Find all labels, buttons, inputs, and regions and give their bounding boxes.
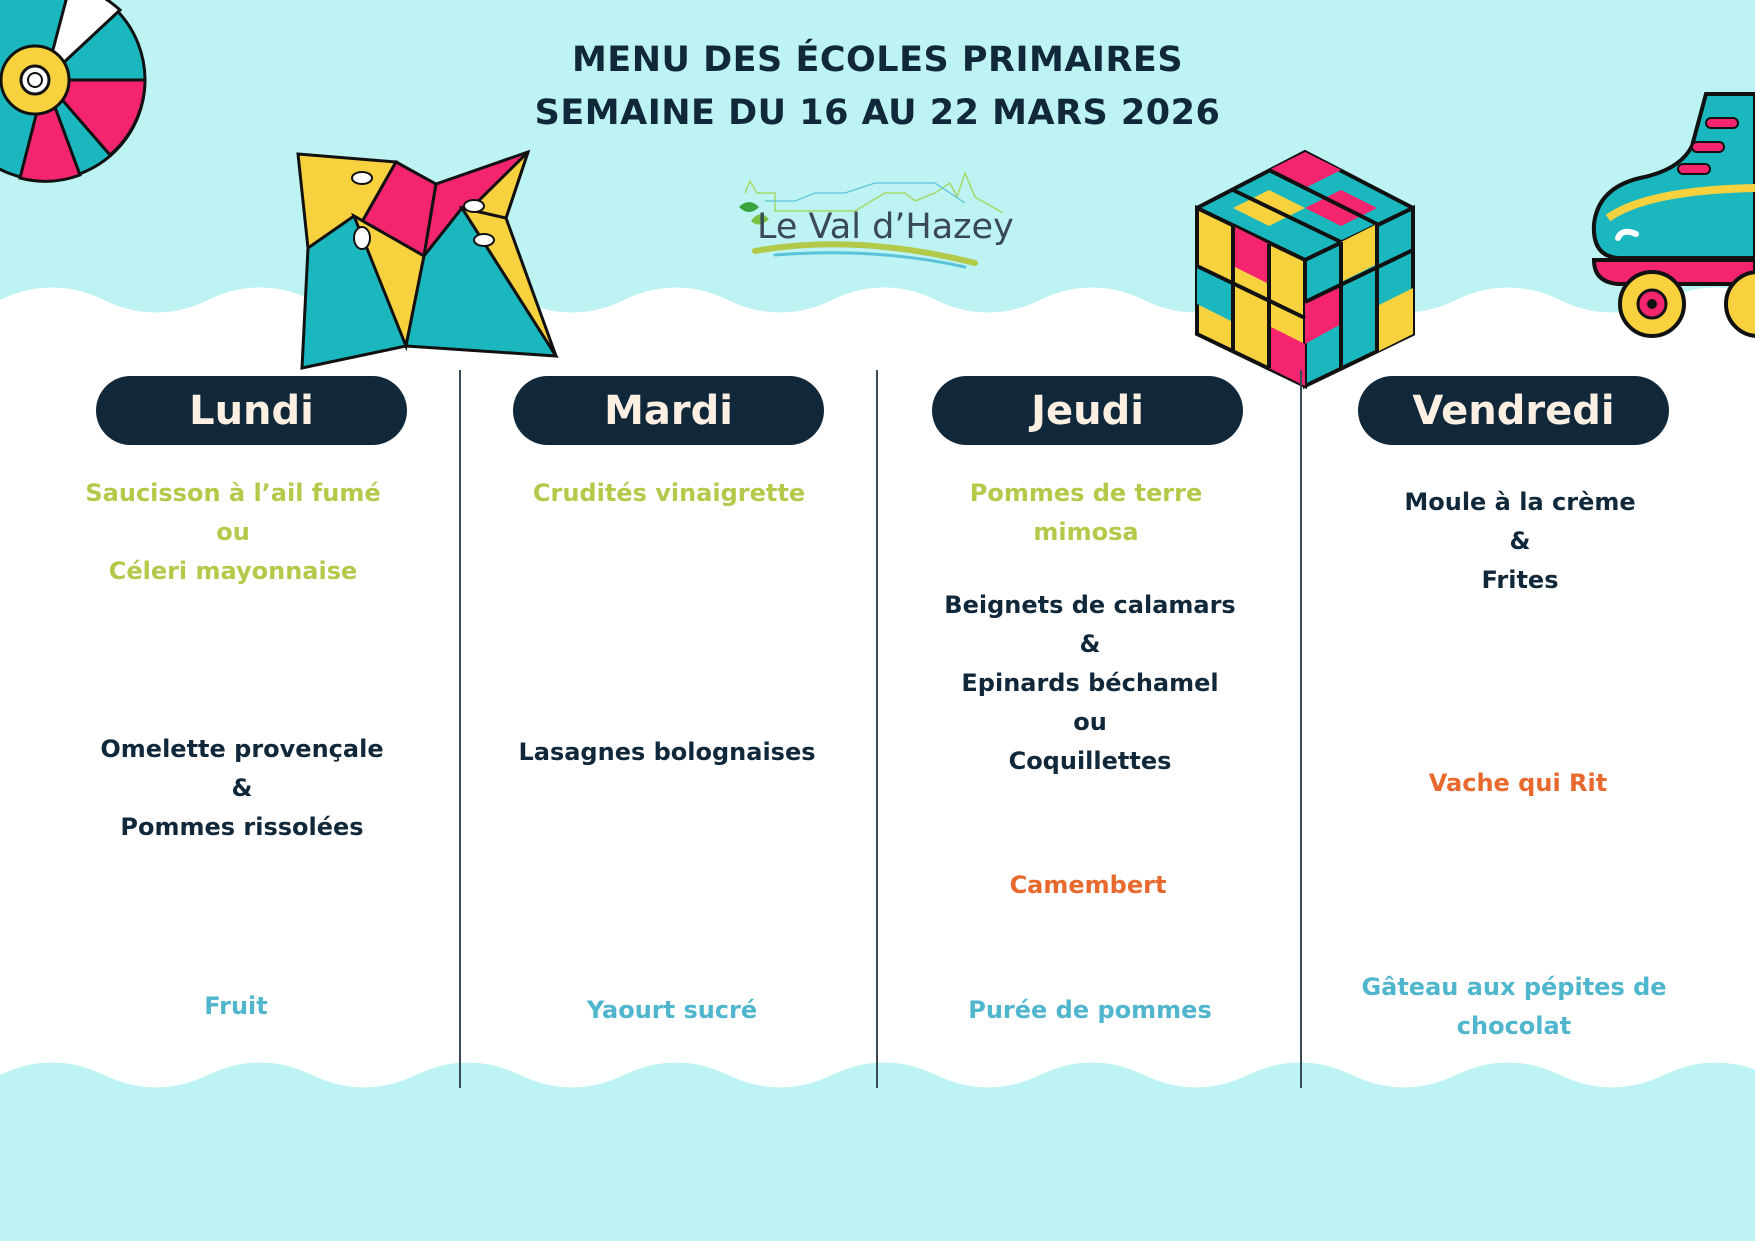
cd-disc-icon — [0, 0, 150, 195]
vendredi-cheese: Vache qui Rit — [1428, 769, 1608, 797]
day-header-lundi: Lundi — [96, 376, 407, 445]
logo — [735, 163, 1015, 273]
cootie-catcher-icon — [296, 148, 561, 373]
vendredi-main: Moule à la crème & Frites — [1404, 488, 1636, 594]
rubiks-cube-icon — [1195, 150, 1415, 390]
week-subtitle: SEMAINE DU 16 AU 22 MARS 2026 — [534, 93, 1221, 133]
lundi-dessert: Fruit — [204, 992, 268, 1020]
roller-skate-icon — [1588, 88, 1755, 348]
mardi-main: Lasagnes bolognaises — [518, 738, 816, 766]
logo-text: Le Val d’Hazey — [757, 207, 1014, 247]
jeudi-cheese: Camembert — [1009, 871, 1167, 899]
jeudi-main: Beignets de calamars & Epinards béchamel ou Coquillettes — [944, 591, 1236, 775]
mardi-starter: Crudités vinaigrette — [532, 479, 806, 507]
vendredi-dessert: Gâteau aux pépites de chocolat — [1361, 973, 1667, 1040]
lundi-starter: Saucisson à l’ail fumé ou Céleri mayonnaise — [85, 479, 381, 585]
column-divider — [1300, 370, 1302, 1088]
day-header-vendredi: Vendredi — [1358, 376, 1669, 445]
jeudi-dessert: Purée de pommes — [968, 996, 1212, 1024]
day-header-jeudi: Jeudi — [932, 376, 1243, 445]
leaf-icon — [739, 202, 759, 212]
column-divider — [876, 370, 878, 1088]
lundi-main: Omelette provençale & Pommes rissolées — [100, 735, 384, 841]
column-divider — [459, 370, 461, 1088]
mardi-dessert: Yaourt sucré — [586, 996, 758, 1024]
page-title: MENU DES ÉCOLES PRIMAIRES — [571, 40, 1184, 80]
jeudi-starter: Pommes de terre mimosa — [969, 479, 1203, 546]
day-header-mardi: Mardi — [513, 376, 824, 445]
